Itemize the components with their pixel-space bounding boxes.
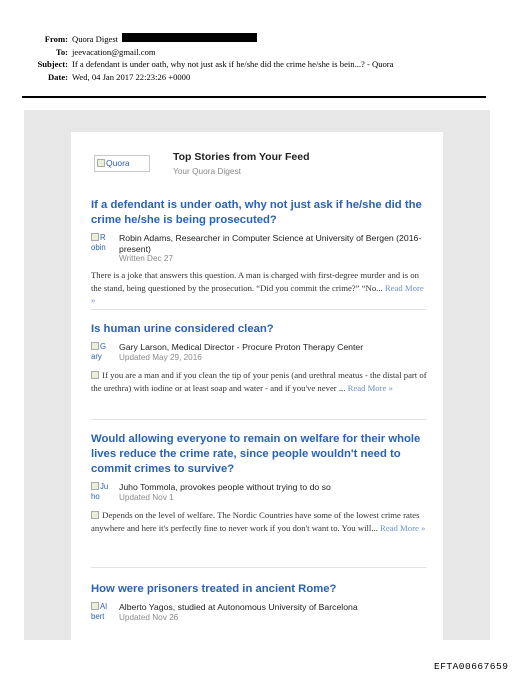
from-value: Quora Digest (72, 34, 119, 44)
document-id: EFTA00667659 (434, 661, 509, 672)
broken-image-icon (91, 342, 99, 350)
date-label: Date: (47, 71, 68, 82)
story-author (91, 342, 427, 364)
broken-image-icon (91, 371, 99, 379)
author-avatar[interactable] (91, 482, 113, 504)
to-label: To: (55, 46, 68, 57)
story-question-link[interactable]: Is human urine considered clean? (91, 323, 274, 335)
date-row (0, 71, 512, 84)
story-item (91, 432, 427, 534)
story-item (91, 198, 427, 307)
answer-date: Written Dec 27 (119, 254, 173, 263)
story-author (91, 602, 427, 624)
story-divider (91, 309, 427, 310)
story-divider (91, 419, 427, 420)
date-value: Wed, 04 Jan 2017 22:23:26 +0000 (72, 71, 191, 82)
excerpt-text: If you are a man and if you clean the tip of your penis (and urethral meatus - the distal part of the urethra) with iodine or at least soap and water - and if you've never ... (91, 370, 427, 393)
story-question-link[interactable]: How were prisoners treated in ancient Rome? (91, 583, 337, 595)
digest-title: Top Stories from Your Feed (173, 151, 310, 163)
story-author (91, 233, 427, 264)
author-avatar[interactable] (91, 342, 113, 364)
story-author (91, 482, 427, 504)
answer-excerpt (91, 369, 427, 394)
subject-row (0, 58, 512, 71)
story-item (91, 322, 427, 394)
avatar-alt: Al bert (91, 602, 107, 621)
subject-label: Subject: (37, 59, 68, 69)
avatar-alt: Ju ho (91, 482, 109, 501)
from-row (0, 33, 512, 46)
broken-image-icon (91, 602, 99, 610)
email-body-background (24, 110, 490, 640)
quora-logo-image (94, 155, 150, 172)
answer-date: Updated Nov 1 (119, 492, 174, 502)
from-label: From: (44, 34, 68, 44)
quora-logo-alt: Quora (106, 158, 130, 168)
digest-card (71, 132, 443, 640)
broken-image-icon (91, 233, 99, 241)
to-value: jeevacation@gmail.com (72, 46, 156, 57)
story-question-link[interactable]: Would allowing everyone to remain on welfare for their whole lives reduce the crime rate, since people wouldn't need to commit crimes to survive? (91, 433, 421, 475)
author-credential[interactable]: Alberto Yagos, studied at Autonomous University of Barcelona (119, 602, 358, 612)
broken-image-icon (91, 482, 99, 490)
avatar-alt: R obin (91, 233, 106, 252)
subject-value: If a defendant is under oath, why not just ask if he/she did the crime he/she is bein...? - Quora (72, 59, 394, 69)
author-credential[interactable]: Juho Tommola, provokes people without trying to do so (119, 482, 331, 492)
story-item (91, 582, 427, 624)
header-divider (22, 96, 486, 98)
broken-image-icon (97, 159, 105, 167)
answer-excerpt (91, 269, 427, 307)
author-avatar[interactable] (91, 602, 113, 624)
redaction-bar (122, 33, 257, 42)
author-credential[interactable]: Robin Adams, Researcher in Computer Science at University of Bergen (2016-present) (119, 233, 422, 254)
avatar-alt: G ary (91, 342, 107, 361)
broken-image-icon (91, 511, 99, 519)
email-header (0, 33, 512, 83)
digest-subtitle: Your Quora Digest (173, 166, 241, 176)
story-question-link[interactable]: If a defendant is under oath, why not just ask if he/she did the crime he/she is being prosecuted? (91, 199, 422, 226)
read-more-link[interactable]: Read More » (91, 282, 424, 305)
read-more-link[interactable]: Read More » (380, 522, 426, 533)
read-more-link[interactable]: Read More » (347, 382, 393, 393)
to-row (0, 46, 512, 59)
answer-date: Updated Nov 26 (119, 612, 179, 622)
excerpt-text: There is a joke that answers this question. A man is charged with first-degree murder and is on the stand, being questioned by the prosecution. “Did you commit the crime?” “No... (91, 270, 419, 293)
answer-excerpt (91, 509, 427, 534)
answer-date: Updated May 29, 2016 (119, 352, 202, 362)
story-divider (91, 567, 427, 568)
author-avatar[interactable] (91, 233, 113, 255)
excerpt-text: Depends on the level of welfare. The Nordic Countries have some of the lowest crime rates anywhere and here it's perfectly fine to never work if you don't want to. You will... (91, 510, 420, 533)
author-credential[interactable]: Gary Larson, Medical Director - Procure Proton Therapy Center (119, 342, 364, 352)
